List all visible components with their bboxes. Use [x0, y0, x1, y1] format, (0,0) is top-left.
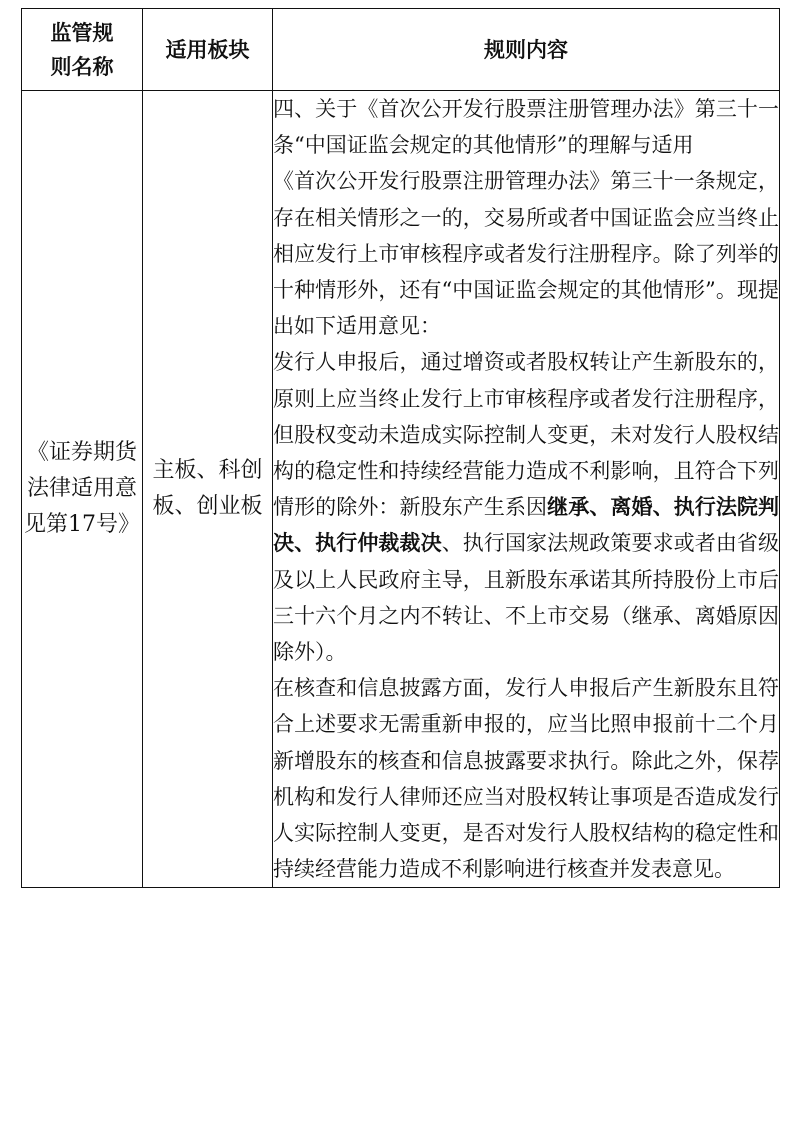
content-paragraph-rule: 《首次公开发行股票注册管理办法》第三十一条规定，存在相关情形之一的，交易所或者中国证监会应当终止相应发行上市审核程序或者发行注册程序。除了列举的十种情形外，还有“中国证监会规定的其他情形”。现提出如下适用意见： — [273, 169, 779, 339]
header-board: 适用板块 — [143, 9, 273, 91]
content-paragraph-title: 四、关于《首次公开发行股票注册管理办法》第三十一条“中国证监会规定的其他情形”的理解与适用 — [273, 97, 779, 158]
rule-name: 《证券期货法律适用意见第17号》 — [24, 440, 140, 538]
header-content: 规则内容 — [273, 9, 780, 91]
rules-table — [21, 8, 780, 888]
header-row — [22, 9, 780, 91]
board-text: 主板、科创板、创业板 — [152, 458, 263, 520]
content-paragraph-verification: 在核查和信息披露方面，发行人申报后产生新股东且符合上述要求无需重新申报的，应当比照申报前十二个月新增股东的核查和信息披露要求执行。除此之外，保荐机构和发行人律师还应当对股权转让事项是否造成发行人实际控制人变更，是否对发行人股权结构的稳定性和持续经营能力造成不利影响进行核查并发表意见。 — [273, 676, 779, 882]
rule-content-cell — [273, 91, 780, 888]
content-paragraph-exception — [273, 344, 779, 670]
rule-name-cell — [22, 91, 143, 888]
exception-text-a: 发行人申报后，通过增资或者股权转让产生新股东的，原则上应当终止发行上市审核程序或者发行注册程序，但股权变动未造成实际控制人变更，未对发行人股权结构的稳定性和持续经营能力造成不利影响，且符合下列情形的除外：新股东产生系因 — [273, 350, 779, 520]
header-rule-name: 监管规则名称 — [22, 9, 143, 91]
board-cell — [143, 91, 273, 888]
exception-text-c: 、执行国家法规政策要求或者由省级及以上人民政府主导，且新股东承诺其所持股份上市后三十六个月之内不转让、不上市交易（继承、离婚原因除外）。 — [273, 531, 780, 665]
exception-bold-text: 继承、离婚、执行法院判决、执行仲裁裁决 — [273, 494, 780, 556]
table-row — [22, 91, 780, 888]
